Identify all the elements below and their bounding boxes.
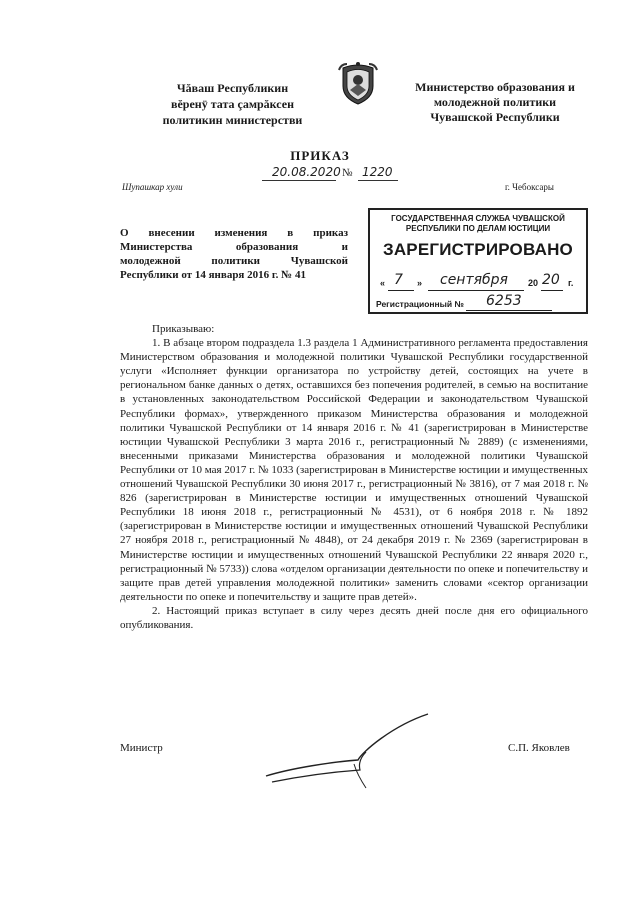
subject-line: молодежной политики Чувашской: [120, 255, 348, 267]
header-left-line: вĕренÿ тата çамрăксен: [171, 97, 294, 111]
handwritten-signature: [262, 712, 432, 792]
header-left-line: Чăваш Республикин: [176, 81, 289, 95]
stamp-quote-close: »: [417, 278, 423, 288]
header-right-line: Министерство образования и: [415, 80, 575, 94]
order-date-number: [262, 163, 402, 183]
stamp-day-line: [388, 290, 414, 291]
coat-of-arms-icon: [337, 60, 379, 106]
order-paragraph-2: 2. Настоящий приказ вступает в силу через десять дней после дня его официального опубликования.: [120, 604, 588, 631]
order-subject: [120, 226, 348, 282]
order-paragraph-1: 1. В абзаце втором подраздела 1.3 раздела 1 Административного регламента предоставления Министерством образования и молодежной политики Чувашской Республики государственной услуги «Исполняет функции организатора по устройству детей, состоящих на учете в региональном банке данных о детях, оставшихся без попечения родителей, в семью на воспитание в установленных законодательством Российской Федерации и законодательством Чувашской Республики формах», утвержденного приказом Министерства образования и молодежной политики Чувашской Республики от 14 января 2016 г. № 41 (зарегистрирован в Министерстве юстиции Чувашской Республики 3 марта 2016 г., регистрационный № 2889) (с изменениями, внесенными приказами Министерства образования и молодежной политики Чувашской Республики от 10 мая 2017 г. № 1033 (зарегистрирован в Министерстве юстиции и имущественных отношений Чувашской Республики 30 июня 2017 г., регистрационный № 3816), от 7 мая 2018 г. № 826 (зарегистрирован в Министерстве юстиции и имущественных отношений Чувашской Республики 18 июня 2018 г., регистрационный № 4531), от 6 ноября 2018 г. № 1892 (зарегистрирован в Министерстве юстиции и имущественных отношений Чувашской Республики 27 ноября 2018 г., регистрационный № 4848), от 24 декабря 2019 г. № 2369 (зарегистрирован в Министерстве юстиции и имущественных отношений Чувашской Республики 22 января 2020 г., регистрационный № 5733)) слова «отделом организации деятельности по опеке и попечительству и защите прав детей управления молодежной политики» заменить словами «сектор организации деятельности по опеке и попечительству и защите прав детей».: [120, 337, 588, 603]
header-right-line: молодежной политики: [433, 95, 557, 109]
stamp-year-line: [541, 290, 563, 291]
stamp-registered-label: ЗАРЕГИСТРИРОВАНО: [382, 240, 573, 259]
subject-line: Министерства образования и: [120, 241, 348, 253]
header-chuvash-ministry: [150, 80, 315, 128]
subject-line: Республики от 14 января 2016 г. № 41: [120, 269, 306, 281]
order-date: 20.08.2020: [272, 165, 341, 179]
stamp-header-line: РЕСПУБЛИКИ ПО ДЕЛАМ ЮСТИЦИИ: [405, 224, 551, 233]
signatory-title: Министр: [120, 742, 163, 754]
stamp-year-prefix: 20: [528, 278, 539, 288]
document-title: ПРИКАЗ: [290, 148, 350, 163]
stamp-quote-open: «: [380, 278, 386, 288]
stamp-header: [370, 214, 586, 234]
stamp-year-suffix: 20: [542, 272, 560, 288]
order-body: [120, 322, 588, 632]
place-russian: г. Чебоксары: [505, 182, 554, 192]
date-underline: [262, 180, 336, 181]
signatory-name: С.П. Яковлев: [508, 742, 570, 754]
registration-stamp: [368, 208, 588, 314]
stamp-day: 7: [394, 272, 403, 288]
stamp-reg-number: 6253: [486, 293, 522, 309]
stamp-month-line: [428, 290, 524, 291]
number-sign: №: [342, 167, 353, 179]
order-number: 1220: [362, 165, 393, 179]
stamp-year-unit: г.: [568, 278, 574, 288]
stamp-reg-label: Регистрационный №: [376, 299, 464, 309]
number-underline: [358, 180, 398, 181]
place-chuvash: Шупашкар хули: [122, 182, 183, 192]
stamp-header-line: ГОСУДАРСТВЕННАЯ СЛУЖБА ЧУВАШСКОЙ: [391, 214, 565, 223]
header-right-line: Чувашской Республики: [430, 110, 560, 124]
subject-line: О внесении изменения в приказ: [120, 227, 348, 239]
header-left-line: политикин министерстви: [162, 113, 303, 127]
header-russian-ministry: [390, 80, 600, 125]
order-intro: Приказываю:: [152, 323, 215, 335]
stamp-month: сентября: [440, 272, 508, 288]
stamp-reg-line: [466, 310, 552, 311]
